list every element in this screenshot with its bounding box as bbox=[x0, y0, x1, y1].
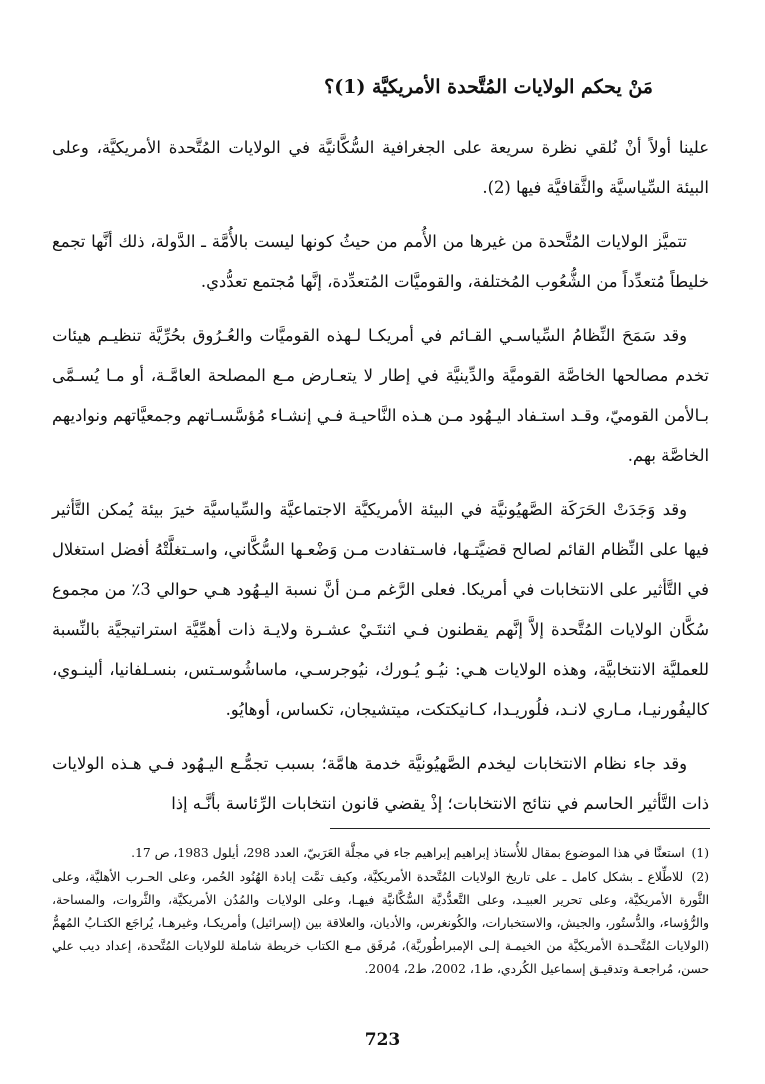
paragraph: علينا أولاً أنْ نُلقي نظرة سريعة على الجغرافية السُّكَّانيَّة في الولايات المُتَّحدة الأمريكيَّة، وعلى البيئة السِّياسيَّة والثَّقافيَّة فيها (2). bbox=[52, 138, 709, 197]
paragraph: وقد سَمَحَ النِّظامُ السِّياسـي القـائم في أمريكـا لـهذه القوميَّات والعُـرُوق بحُرِّيَّة تنظيـم هيئات تخدم مصالحها الخاصَّة القوميَّة والدِّينيَّة في إطار لا يتعـارض مـع المصلحة العامَّـة، أو مـا يُسـمَّى بـالأمن القوميّ، وقـد استـفاد اليـهُود مـن هـذه النَّاحيـة فـي إنشـاء مُؤسَّسـاتهم وجمعيَّاتهم ونواديهم الخاصَّة بهم. bbox=[52, 326, 709, 465]
paragraph: تتميَّز الولايات المُتَّحدة من غيرها من الأُمم من حيثُ كونها ليست بالأُمَّة ـ الدَّولة، ذلك أنَّها تجمع خليطاً مُتعدِّداً من الشُّعُوب المُختلفة، والقوميَّات المُتعدِّدة، إنَّها مُجتمع تعدُّدي. bbox=[52, 232, 709, 291]
footnotes bbox=[52, 842, 709, 982]
body-text bbox=[52, 128, 709, 838]
footnote-text: استعنَّا في هذا الموضوع بمقال للأُستاذ إبراهيم إبراهيم جاء في مجلَّة العَرَبيّ، العدد 298، أيلول 1983، ص 17. bbox=[131, 846, 685, 860]
footnote bbox=[52, 842, 709, 865]
footnote-number: (2) bbox=[691, 870, 709, 884]
page-number: 723 bbox=[364, 1030, 401, 1050]
footnote-text: للاطِّلاع ـ بشكل كامل ـ على تاريخ الولايات المُتَّحدة الأمريكيَّة، وكيف تمَّت إبادة الهُنُود الحُمر، وعلى الحـرب الأهليَّة، وعلى الثَّورة الأمريكيَّة، وعلى تحرير العبيـد، وعلى التَّعدُّديَّة السُّكَّانيَّة فيهـا، وعلى الولايات والمُدُن الأمريكيَّة، والثَّروات، والمساحة، والرُّؤساء، والدُّستُور، والجيش، والاستخبارات، والكُونغرس، والأديان، والعلاقة بين (إسرائيل) وأمريكـا، وغيرهـا، يُراجَع الكتـابُ المُهمُّ (الولايات المُتَّحـدة الأمريكيَّة من الخيمـة إلـى الإمبراطُوريَّة)، مُرفَق مـع الكتاب خريطة شاملة للولايات المُتَّحدة، إعداد ديب علي حسن، مُراجعـة وتدقيـق إسماعيل الكُردي، ط1، 2002، ط2، 2004. bbox=[52, 870, 709, 976]
footnote-divider bbox=[330, 828, 710, 829]
paragraph: وقد جاء نظام الانتخابات ليخدم الصَّهيُونيَّة خدمة هامَّة؛ بسبب تجمُّـع اليـهُود فـي هـذه الولايات ذات التَّأثير الحاسم في نتائج الانتخابات؛ إذْ يقضي قانون انتخابات الرِّئاسة بأنَّـه إذا bbox=[52, 754, 709, 813]
footnote-number: (1) bbox=[691, 846, 709, 860]
chapter-heading: مَنْ يحكم الولايات المُتَّحدة الأمريكيَّة (1)؟ bbox=[324, 76, 653, 98]
paragraph: وقد وَجَدَتْ الحَرَكَة الصَّهيُونيَّة في البيئة الأمريكيَّة الاجتماعيَّة والسِّياسيَّة خيرَ بيئة يُمكن التَّأثير فيها على النِّظام القائم لصالح قضيَّتـها، فاسـتفادت مـن وَضْعـها السُّكَّاني، واسـتغلَّتْهُ أفضل استغلال في التَّأثير على الانتخابات في أمريكا. فعلى الرَّغم مـن أنَّ نسبة اليـهُود هـي حوالي 3٪ من مجموع سُكَّان الولايات المُتَّحدة إلاَّ إنَّهم يقطنون فـي اثنتَـيْ عشـرة ولايـة ذات أهمِّيَّة استراتيجيَّة بالنِّسبة للعمليَّة الانتخابيَّة، وهذه الولايات هـي: نيُـو يُـورك، نيُوجرسـي، ماساشُوسـتس، بنسـلفانيا، ألينـوي، كاليفُورنيـا، مـاري لانـد، فلُوريـدا، كـانيكتكت، ميتشيجان، تكساس، أوهايُو. bbox=[52, 500, 709, 719]
footnote bbox=[52, 866, 709, 981]
